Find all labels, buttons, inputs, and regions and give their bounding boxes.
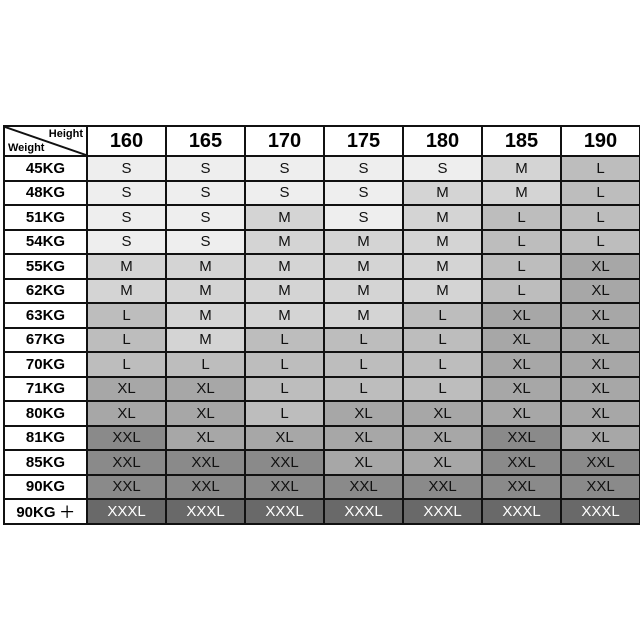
size-cell: S xyxy=(245,181,324,206)
size-cell: XL xyxy=(482,377,561,402)
table-row xyxy=(4,230,640,255)
size-cell: XL xyxy=(166,377,245,402)
size-cell: XL xyxy=(245,426,324,451)
size-cell: M xyxy=(166,303,245,328)
size-cell: S xyxy=(324,205,403,230)
size-cell: L xyxy=(561,205,640,230)
size-cell: M xyxy=(403,230,482,255)
table-row xyxy=(4,156,640,181)
size-cell: M xyxy=(245,254,324,279)
height-header-175: 175 xyxy=(324,126,403,156)
size-cell: M xyxy=(245,230,324,255)
size-cell: S xyxy=(166,181,245,206)
size-chart-container xyxy=(3,125,637,523)
size-cell: M xyxy=(324,279,403,304)
size-cell: L xyxy=(482,279,561,304)
weight-label: 63KG xyxy=(4,303,87,328)
size-cell: XL xyxy=(403,450,482,475)
chart-body xyxy=(4,156,640,524)
size-cell: XL xyxy=(403,401,482,426)
size-cell: M xyxy=(324,230,403,255)
table-row xyxy=(4,328,640,353)
size-cell: XL xyxy=(561,279,640,304)
size-cell: XL xyxy=(166,401,245,426)
size-cell: M xyxy=(324,254,403,279)
weight-label: 85KG xyxy=(4,450,87,475)
size-cell: XXL xyxy=(87,475,166,500)
size-cell: XXL xyxy=(87,426,166,451)
size-cell: M xyxy=(482,181,561,206)
size-cell: L xyxy=(561,156,640,181)
size-cell: L xyxy=(482,205,561,230)
weight-label: 45KG xyxy=(4,156,87,181)
weight-axis-label: Weight xyxy=(8,142,45,154)
size-cell: XXL xyxy=(482,450,561,475)
size-cell: L xyxy=(561,230,640,255)
size-cell: XXXL xyxy=(561,499,640,524)
weight-label: 90KG xyxy=(4,475,87,500)
size-cell: S xyxy=(403,156,482,181)
size-cell: XXXL xyxy=(324,499,403,524)
table-row xyxy=(4,181,640,206)
corner-cell xyxy=(4,126,87,156)
size-cell: S xyxy=(324,181,403,206)
size-cell: S xyxy=(166,156,245,181)
size-cell: XL xyxy=(561,352,640,377)
size-cell: L xyxy=(245,377,324,402)
size-cell: L xyxy=(403,352,482,377)
weight-label: 48KG xyxy=(4,181,87,206)
size-cell: L xyxy=(403,328,482,353)
size-cell: XXL xyxy=(166,450,245,475)
size-cell: XL xyxy=(166,426,245,451)
table-row xyxy=(4,205,640,230)
size-cell: L xyxy=(245,352,324,377)
size-cell: XL xyxy=(482,328,561,353)
size-cell: M xyxy=(403,181,482,206)
size-cell: XL xyxy=(87,377,166,402)
weight-label: 70KG xyxy=(4,352,87,377)
size-cell: XL xyxy=(403,426,482,451)
size-cell: M xyxy=(87,279,166,304)
table-row xyxy=(4,401,640,426)
size-cell: L xyxy=(87,303,166,328)
table-row xyxy=(4,426,640,451)
size-cell: M xyxy=(166,279,245,304)
size-cell: S xyxy=(87,205,166,230)
height-header-170: 170 xyxy=(245,126,324,156)
size-cell: XXL xyxy=(561,450,640,475)
size-cell: XL xyxy=(561,426,640,451)
size-cell: S xyxy=(87,230,166,255)
size-cell: XL xyxy=(561,401,640,426)
size-cell: L xyxy=(403,377,482,402)
size-cell: XL xyxy=(324,450,403,475)
size-cell: M xyxy=(245,303,324,328)
size-cell: XXXL xyxy=(245,499,324,524)
size-cell: L xyxy=(561,181,640,206)
size-cell: XXXL xyxy=(482,499,561,524)
table-row xyxy=(4,303,640,328)
height-header-165: 165 xyxy=(166,126,245,156)
size-cell: XL xyxy=(324,426,403,451)
size-cell: XXXL xyxy=(166,499,245,524)
weight-label: 62KG xyxy=(4,279,87,304)
size-cell: XXL xyxy=(324,475,403,500)
size-cell: XXL xyxy=(482,426,561,451)
table-row xyxy=(4,254,640,279)
table-row xyxy=(4,377,640,402)
size-cell: XXL xyxy=(245,475,324,500)
size-cell: XXL xyxy=(245,450,324,475)
size-cell: M xyxy=(166,254,245,279)
size-cell: XL xyxy=(561,254,640,279)
size-cell: L xyxy=(324,377,403,402)
size-cell: XL xyxy=(482,401,561,426)
weight-label: 51KG xyxy=(4,205,87,230)
size-cell: XXXL xyxy=(403,499,482,524)
size-cell: M xyxy=(482,156,561,181)
table-row xyxy=(4,352,640,377)
size-cell: XL xyxy=(324,401,403,426)
weight-label: 81KG xyxy=(4,426,87,451)
height-header-180: 180 xyxy=(403,126,482,156)
size-cell: S xyxy=(245,156,324,181)
header-row xyxy=(4,126,640,156)
size-chart-table xyxy=(3,125,640,525)
size-cell: L xyxy=(166,352,245,377)
size-cell: S xyxy=(87,156,166,181)
height-header-185: 185 xyxy=(482,126,561,156)
table-row xyxy=(4,450,640,475)
size-cell: XL xyxy=(561,377,640,402)
size-cell: XXL xyxy=(482,475,561,500)
height-header-160: 160 xyxy=(87,126,166,156)
table-row xyxy=(4,475,640,500)
size-cell: S xyxy=(166,230,245,255)
size-cell: XXXL xyxy=(87,499,166,524)
weight-label: 71KG xyxy=(4,377,87,402)
size-cell: L xyxy=(324,328,403,353)
size-cell: S xyxy=(324,156,403,181)
height-header-190: 190 xyxy=(561,126,640,156)
size-cell: M xyxy=(245,205,324,230)
size-cell: XL xyxy=(561,328,640,353)
size-cell: XL xyxy=(561,303,640,328)
size-cell: M xyxy=(324,303,403,328)
size-cell: M xyxy=(403,254,482,279)
size-cell: M xyxy=(166,328,245,353)
weight-label: 67KG xyxy=(4,328,87,353)
size-cell: XXL xyxy=(166,475,245,500)
size-cell: M xyxy=(87,254,166,279)
size-cell: M xyxy=(403,279,482,304)
size-cell: XL xyxy=(482,352,561,377)
weight-label: 90KG ＋ xyxy=(4,499,87,524)
size-cell: XXL xyxy=(403,475,482,500)
size-cell: M xyxy=(245,279,324,304)
table-row xyxy=(4,279,640,304)
weight-label: 80KG xyxy=(4,401,87,426)
weight-label: 55KG xyxy=(4,254,87,279)
size-cell: L xyxy=(482,254,561,279)
size-cell: L xyxy=(87,352,166,377)
height-axis-label: Height xyxy=(48,128,83,140)
size-cell: L xyxy=(87,328,166,353)
size-cell: S xyxy=(87,181,166,206)
size-cell: L xyxy=(482,230,561,255)
size-cell: XXL xyxy=(87,450,166,475)
size-cell: L xyxy=(324,352,403,377)
size-cell: M xyxy=(403,205,482,230)
size-cell: L xyxy=(245,401,324,426)
weight-label: 54KG xyxy=(4,230,87,255)
size-cell: XL xyxy=(482,303,561,328)
size-cell: S xyxy=(166,205,245,230)
size-cell: L xyxy=(403,303,482,328)
table-row xyxy=(4,499,640,524)
size-cell: XL xyxy=(87,401,166,426)
size-cell: XXL xyxy=(561,475,640,500)
size-cell: L xyxy=(245,328,324,353)
